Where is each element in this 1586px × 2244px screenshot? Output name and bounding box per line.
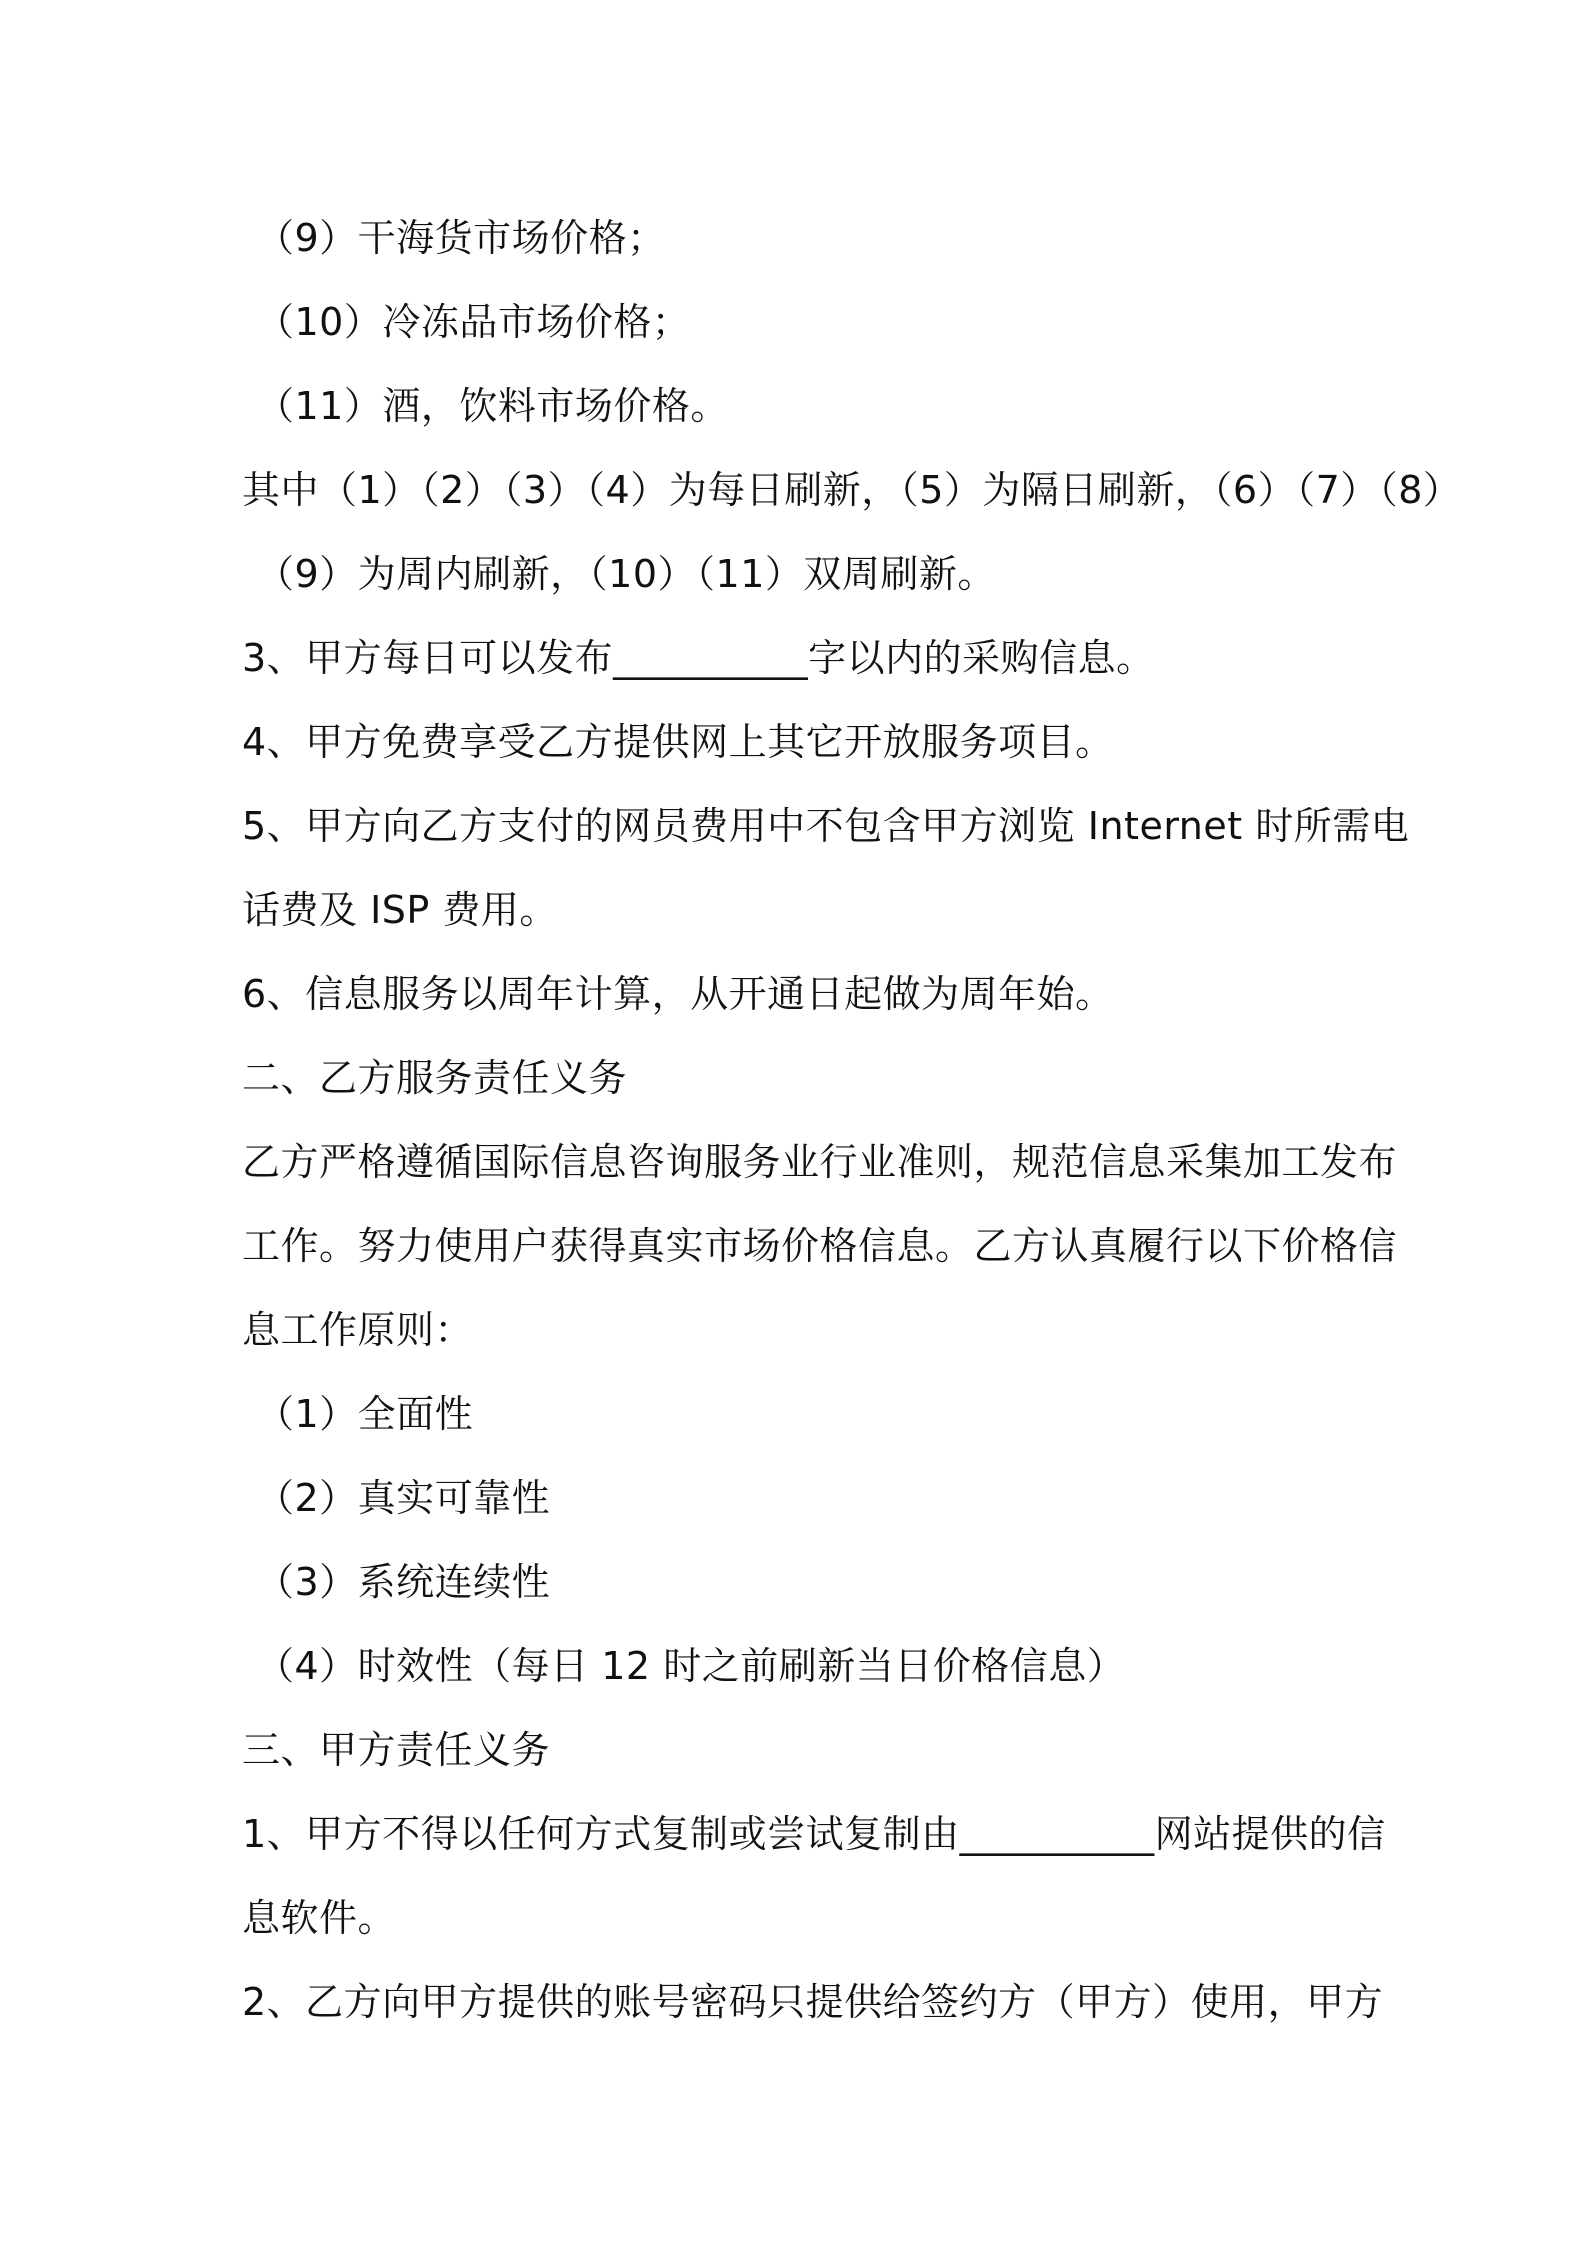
clause-4: 4、甲方免费享受乙方提供网上其它开放服务项目。 <box>242 720 1114 764</box>
section-heading-3: 三、甲方责任义务 <box>242 1728 551 1772</box>
clause-5-line-2: 话费及 ISP 费用。 <box>242 888 558 932</box>
principle-3: （3）系统连续性 <box>256 1560 551 1604</box>
section-3-clause-1-line-2: 息软件。 <box>242 1896 397 1940</box>
section-2-paragraph-line-2: 工作。努力使用户获得真实市场价格信息。乙方认真履行以下价格信 <box>242 1224 1398 1268</box>
refresh-schedule-line-1: 其中（1）（2）（3）（4）为每日刷新，（5）为隔日刷新，（6）（7）（8） <box>242 468 1462 512</box>
section-2-paragraph-line-3: 息工作原则： <box>242 1308 474 1352</box>
principle-1: （1）全面性 <box>256 1392 474 1436</box>
principle-2: （2）真实可靠性 <box>256 1476 551 1520</box>
list-item-11: （11）酒，饮料市场价格。 <box>256 384 729 428</box>
principle-4: （4）时效性（每日 12 时之前刷新当日价格信息） <box>256 1644 1126 1688</box>
refresh-schedule-line-2: （9）为周内刷新，（10）（11）双周刷新。 <box>256 552 996 596</box>
section-heading-2: 二、乙方服务责任义务 <box>242 1056 628 1100</box>
section-2-paragraph-line-1: 乙方严格遵循国际信息咨询服务业行业准则，规范信息采集加工发布 <box>242 1140 1398 1184</box>
clause-3: 3、甲方每日可以发布__________字以内的采购信息。 <box>242 636 1155 680</box>
list-item-10: （10）冷冻品市场价格； <box>256 300 691 344</box>
clause-5-line-1: 5、甲方向乙方支付的网员费用中不包含甲方浏览 Internet 时所需电 <box>242 804 1410 848</box>
section-3-clause-2-line-1: 2、乙方向甲方提供的账号密码只提供给签约方（甲方）使用，甲方 <box>242 1980 1384 2024</box>
list-item-9: （9）干海货市场价格； <box>256 216 666 260</box>
section-3-clause-1-line-1: 1、甲方不得以任何方式复制或尝试复制由__________网站提供的信 <box>242 1812 1386 1856</box>
document-body <box>242 196 1462 2044</box>
clause-6: 6、信息服务以周年计算，从开通日起做为周年始。 <box>242 972 1114 1016</box>
